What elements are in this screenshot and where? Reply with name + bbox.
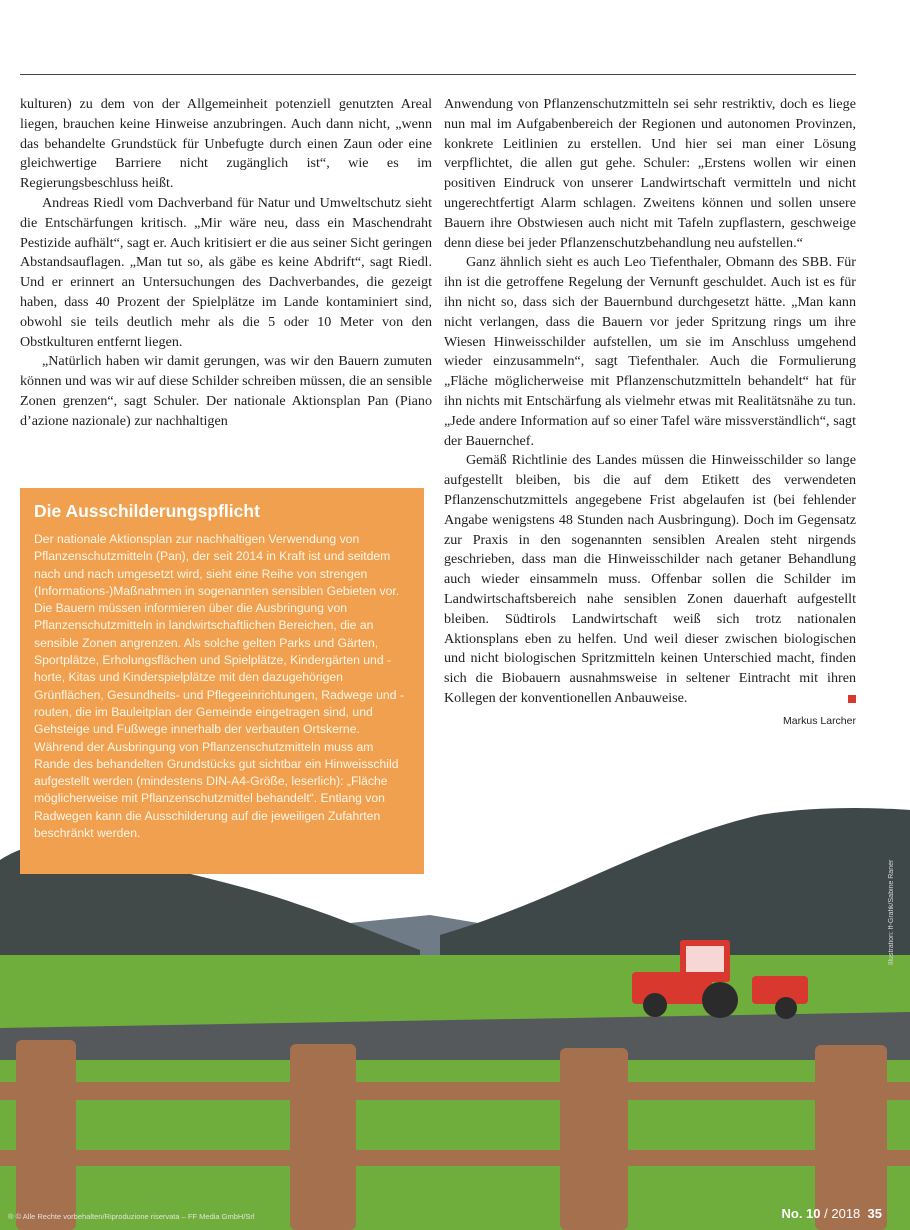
issue-number: No. 10 — [781, 1206, 821, 1221]
page-number: 35 — [867, 1206, 882, 1221]
article-column-right — [444, 95, 856, 732]
info-box-text: Der nationale Aktionsplan zur nachhaltigen Verwendung von Pflanzenschutzmitteln (Pan), der seit 2014 in Kraft ist und seitdem nach und nach umgesetzt wird, sieht eine Reihe von strengen (Informations-)Maßnahmen in sogenannten sensiblen Gebieten vor. Die Bauern müssen informieren über die Ausbringung von Pflanzenschutzmitteln in landwirtschaftlichen Bereichen, die an sensible Zonen angrenzen. Als solche gelten Parks und Gärten, Sportplätze, Erholungsflächen und Spielplätze, Kindergärten und -horte, Kitas und Kinderspielplätze mit den dazugehörigen Grünflächen, Gesundheits- und Pflegeeinrichtungen, Radwege und -routen, die im Bauleitplan der Gemeinde eingetragen sind, und Gehsteige und Fußwege innerhalb der verbauten Ortskerne. Während der Ausbringung von Pflanzenschutzmitteln muss am Rande des behandelten Grundstücks gut sichtbar ein Hinweisschild aufgestellt werden (mindestens DIN-A4-Größe, leserlich): „Fläche möglicherweise mit Pflanzenschutzmittel behandelt“. Entlang von Radwegen kann die Ausschilderung auf die jeweiligen Zufahrten beschränkt werden. — [34, 532, 404, 841]
info-box-title: Die Ausschilderungspflicht — [34, 501, 260, 521]
copyright-notice: ® © Alle Rechte vorbehalten/Riproduzione riservata – FF Media GmbH/Srl — [8, 1212, 255, 1221]
issue-year: / 2018 — [824, 1206, 861, 1221]
paragraph-last — [444, 451, 856, 708]
author-byline: Markus Larcher — [783, 714, 856, 727]
paragraph: „Natürlich haben wir damit gerungen, was wir den Bauern zumuten können und was wir auf diese Schilder schreiben müssen, die an sensible Zonen grenzen“, sagt Schuler. Der nationale Aktionsplan Pan (Piano d’azione nazionale) zur nachhaltigen — [20, 353, 432, 429]
paragraph: Andreas Riedl vom Dachverband für Natur und Umweltschutz sieht die Entschärfungen kritisch. „Mir wäre neu, dass ein Maschendraht Pestizide aufhält“, sagt er. Auch kritisiert er die aus seiner Sicht geringen Abstandsauflagen. „Man tut so, als gäbe es keine Abdrift“, sagt Riedl. Und er erinnert an Untersuchungen des Dachverbandes, die gezeigt haben, dass 40 Prozent der Spielplätze im Lande kontaminiert sind, obwohl sie teils deutlich mehr als die 5 oder 10 Meter von den Obstkulturen entfernt liegen. — [20, 194, 432, 350]
paragraph-text: Gemäß Richtlinie des Landes müssen die Hinweisschilder so lange aufgestellt bleiben, bis die auf dem Etikett des verwendeten Pflanzenschutzmittels angegebene Frist abgelaufen ist (bei fehlender Angabe wenigstens 48 Stunden nach Ausbringung). Doch im Gegensatz zur Praxis in den sogenannten sensiblen Arealen steht nirgends geschrieben, dass man die Hinweisschilder nach getaner Behandlung auch wieder einsammeln muss. Offenbar sollen die Schilder im Landwirtschaftsbereich nahe sensiblen Zonen dauerhaft aufgestellt bleiben. Südtirols Landwirtschaft weiß sich trotz nationalen Aktionsplans eben zu helfen. Und weil dieser zwischen biologischen und nicht biologischen Spritzmitteln keinen Unterschied macht, finden sich die Biobauern ausnahmsweise in seltener Eintracht mit ihren Kollegen der konventionellen Anbauweise. — [444, 452, 856, 706]
illustration-credit: Illustration: ff-Grafik/Sabine Raner — [888, 859, 895, 965]
paragraph: kulturen) zu dem von der Allgemeinheit potenziell genutzten Areal liegen, brauchen keine Hinweise anzubringen. Auch dann nicht, „wenn das behandelte Grundstück für Unbefugte durch einen Zaun oder eine gleichwertige Barriere nicht zugänglich ist“, wie es im Regierungsbeschluss heißt. — [20, 96, 432, 192]
paragraph: Anwendung von Pflanzenschutzmitteln sei sehr restriktiv, doch es liege nun mal im Aufgabenbereich der Regionen und autonomen Provinzen, konkrete Leitlinien zu erstellen. Und hier sei man einer Lösung verpflichtet, die allen gut gehe. Schuler: „Erstens wollen wir einen positiven Eindruck von unserer Landwirtschaft vermitteln und nicht ungerechtfertigt Alarm schlagen. Zweitens können und sollen unsere Bauern ihre Obstwiesen auch nicht mit Tafeln zupflastern, geschweige denn diese bei jeder Pflanzenschutzbehandlung neu aufstellen.“ — [444, 96, 856, 251]
end-mark-icon — [848, 695, 856, 703]
article-column-left — [20, 95, 432, 432]
paragraph: Ganz ähnlich sieht es auch Leo Tiefenthaler, Obmann des SBB. Für ihn ist die getroffene Regelung der Vernunft geschuldet. Auch ist es für ihn nicht so, dass sich der Bauernbund durchgesetzt hätte. „Man kann nicht verlangen, dass die Bauern vor jeder Spritzung rings um ihre Wiesen Hinweisschilder aufstellen, um sie im Anschluss umgehend wieder einzusammeln“, sagt Tiefenthaler. Auch die Formulierung „Fläche möglicherweise mit Pflanzenschutzmitteln behandelt“ hat für ihn nichts mit Entschärfung als vielmehr etwas mit Realitätsnähe zu tun. „Jede andere Information auf so einer Tafel wäre missverständlich“, sagt der Bauernchef. — [444, 254, 856, 449]
info-box — [20, 488, 424, 874]
top-rule — [20, 74, 856, 75]
page-footer — [782, 1206, 883, 1221]
